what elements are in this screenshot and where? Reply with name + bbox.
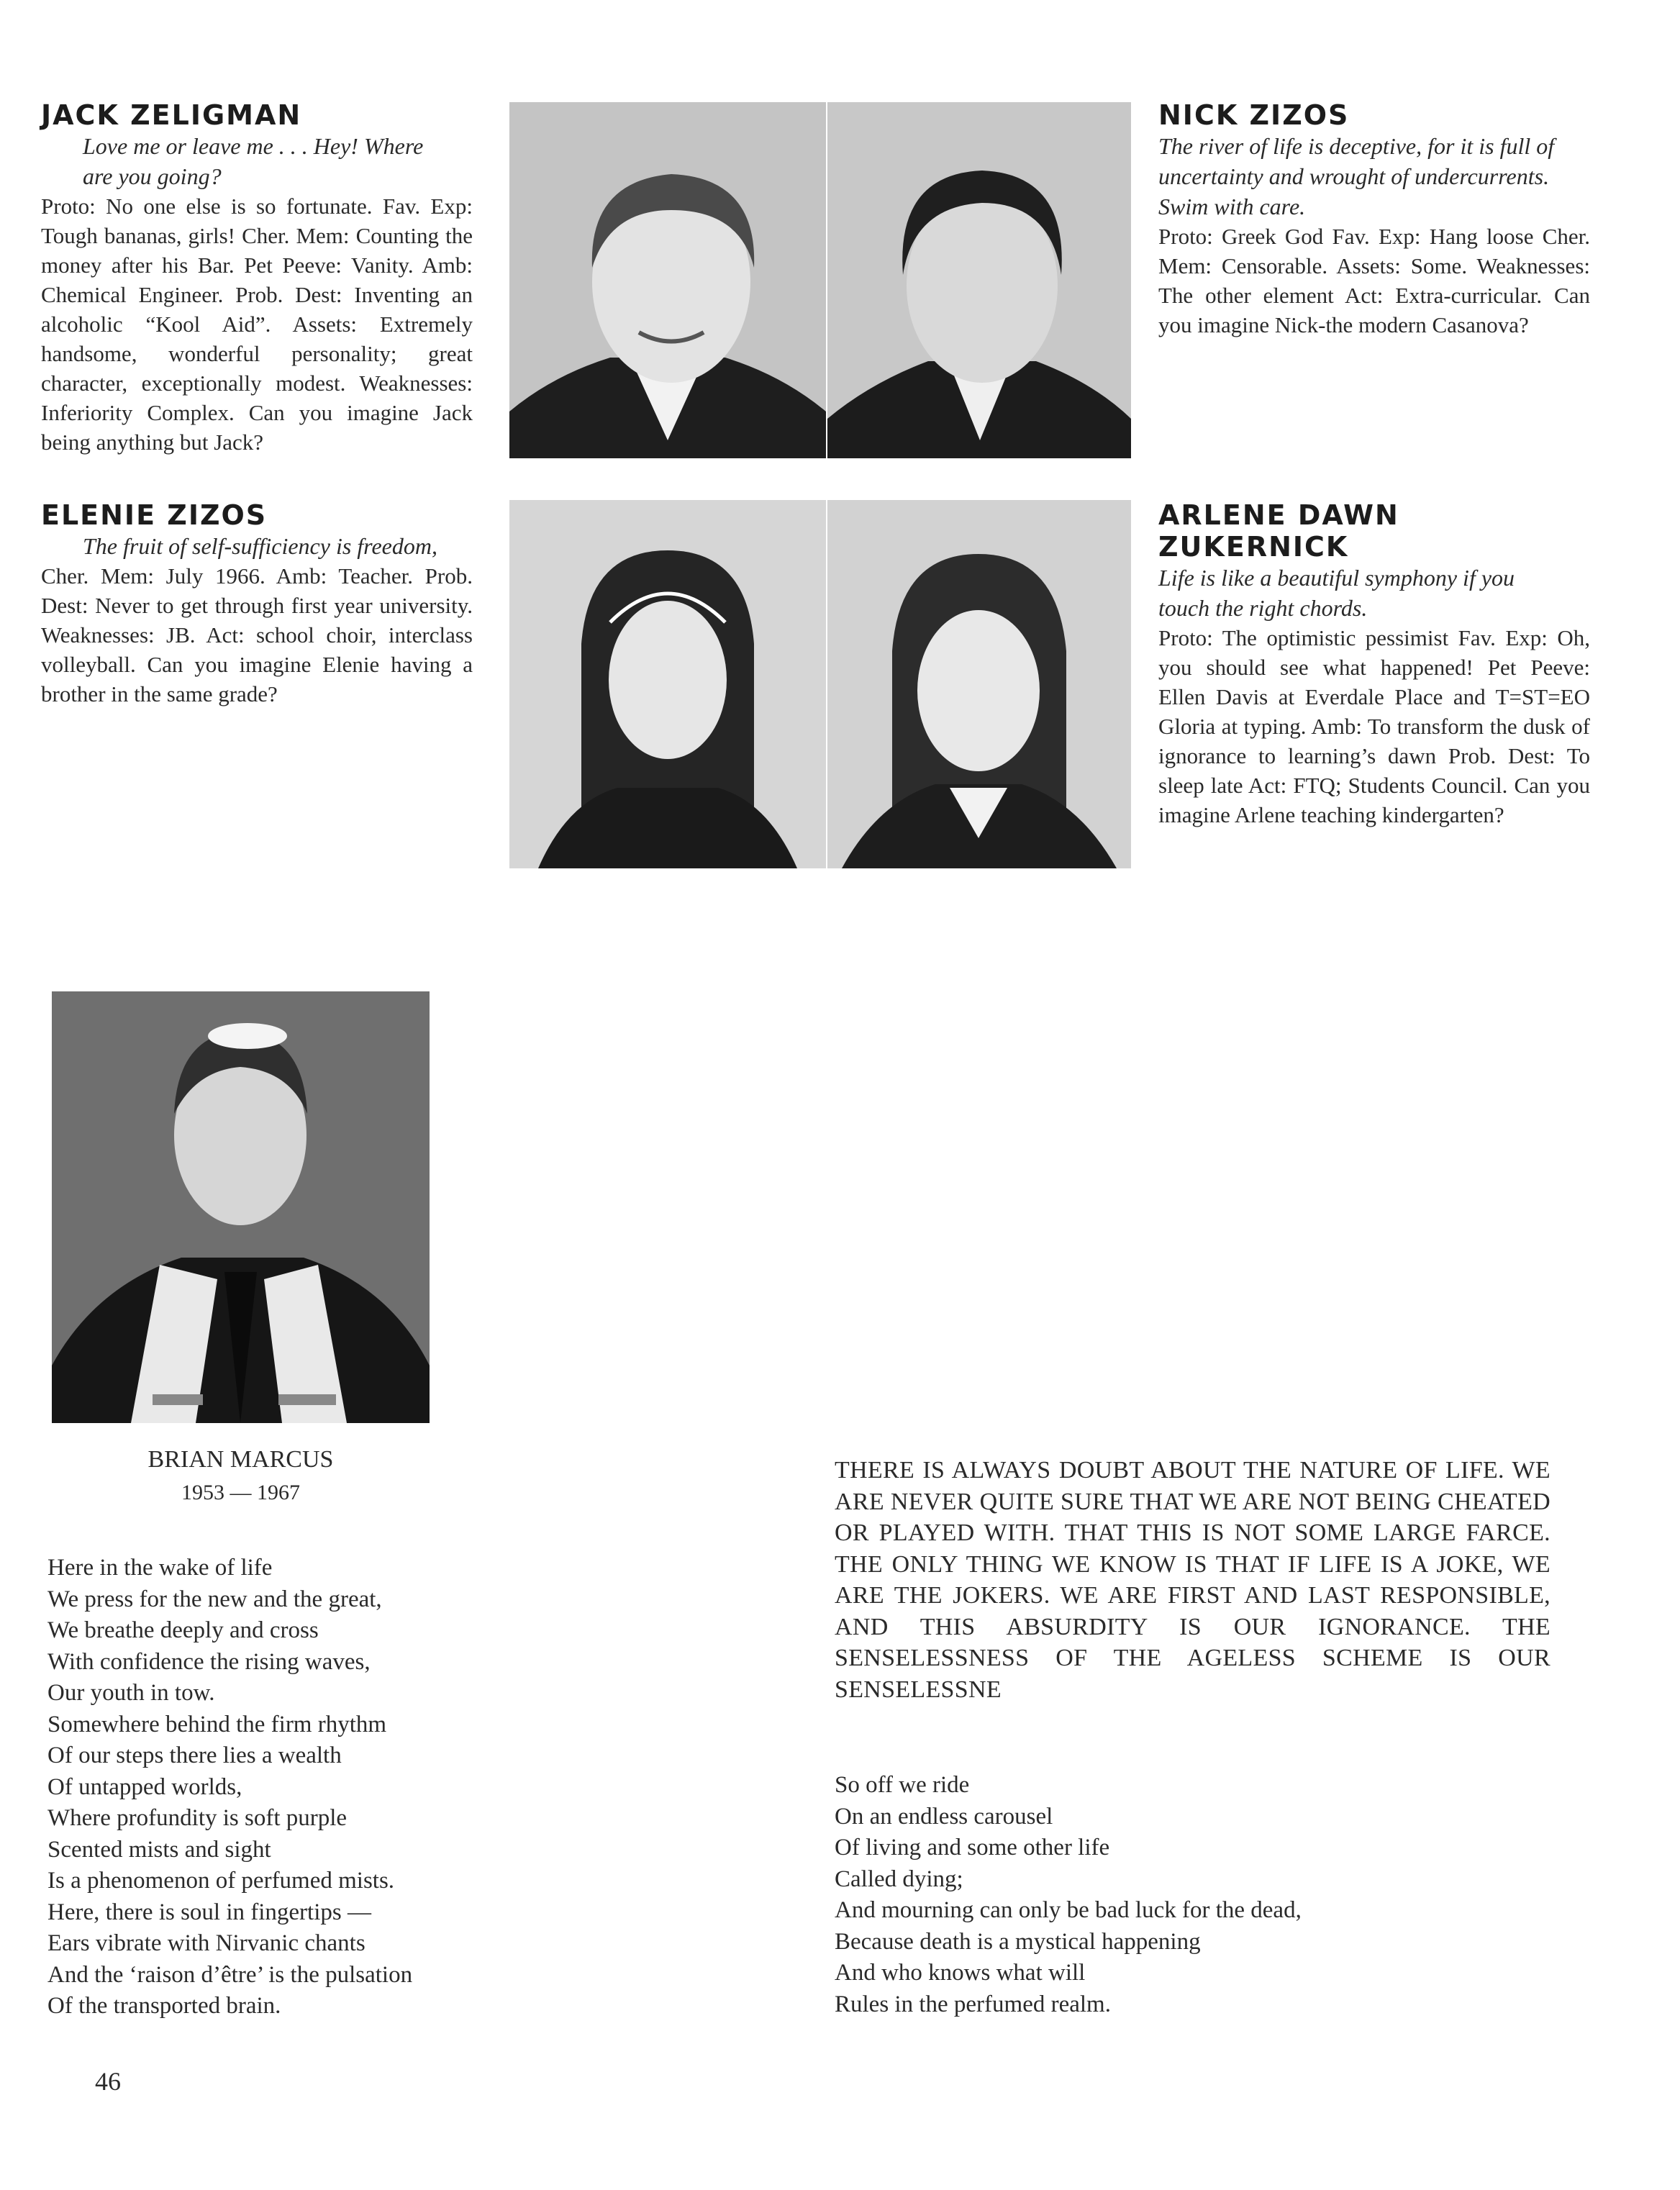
student-name: NICK ZIZOS bbox=[1158, 99, 1350, 131]
student-name: JACK ZELIGMAN bbox=[41, 99, 302, 131]
student-motto: Love me or leave me . . . Hey! Where are you going? bbox=[83, 133, 424, 189]
portrait-photo-jack bbox=[509, 102, 826, 458]
portrait-photo-elenie bbox=[509, 500, 826, 868]
memorial-poem-left: Here in the wake of life We press for the new and the great, We breathe deeply and cross With confidence the rising waves, Our youth in tow. Somewhere behind the firm rhythm Of our steps there lies a wealth Of untapped worlds, Where profundity is soft purple Scented mists and sight Is a phenomenon of perfumed mists. Here, there is soul in fingertips — Ears vibrate with Nirvanic chants And the ‘raison d’être’ is the pulsation Of the transported brain. bbox=[47, 1555, 413, 2019]
portrait-photo-arlene bbox=[827, 500, 1131, 868]
portrait-photo-nick bbox=[827, 102, 1131, 458]
student-entry-nick-zizos bbox=[1158, 99, 1590, 340]
student-bio: Proto: Greek God Fav. Exp: Hang loose Cher. Mem: Censorable. Assets: Some. Weaknesses: The other element Act: Extra-curricular. Can you imagine Nick-the modern Casanova? bbox=[1158, 224, 1590, 337]
memorial-portrait-photo bbox=[52, 991, 430, 1423]
student-name: ELENIE ZIZOS bbox=[41, 499, 268, 531]
student-entry-arlene-zukernick bbox=[1158, 499, 1590, 830]
student-motto: The river of life is deceptive, for it is full of uncertainty and wrought of undercurrents. Swim with care. bbox=[1158, 133, 1555, 219]
student-motto: The fruit of self-sufficiency is freedom, bbox=[83, 533, 437, 559]
memorial-poem-right: So off we ride On an endless carousel Of living and some other life Called dying; And mourning can only be bad luck for the dead, Because death is a mystical happening And who knows what will Rules in the perfumed realm. bbox=[835, 1772, 1302, 2017]
student-entry-jack-zeligman bbox=[41, 99, 473, 457]
student-name: ARLENE DAWN ZUKERNICK bbox=[1158, 499, 1399, 563]
student-bio: Proto: No one else is so fortunate. Fav. Exp: Tough bananas, girls! Cher. Mem: Counting the money after his Bar. Pet Peeve: Vanity. Amb: Chemical Engineer. Prob. Dest: Inventing an alcoholic “Kool Aid”. Assets: Extremely handsome, wonderful personality; great character, exceptionally modest. Weaknesses: Inferiority Complex. Can you imagine Jack being anything but Jack? bbox=[41, 194, 473, 455]
student-entry-elenie-zizos bbox=[41, 499, 473, 709]
page-number: 46 bbox=[95, 2067, 121, 2096]
memorial-prose: THERE IS ALWAYS DOUBT ABOUT THE NATURE OF LIFE. WE ARE NEVER QUITE SURE THAT WE ARE NOT BEING CHEATED OR PLAYED WITH. THAT THIS IS NOT SOME LARGE FARCE. THE ONLY THING WE KNOW IS THAT IF LIFE IS A JOKE, WE ARE THE JOKERS. WE ARE FIRST AND LAST RESPONSIBLE, AND THIS ABSURDITY IS OUR IGNORANCE. THE SENSELESSNESS OF THE AGELESS SCHEME IS OUR SENSELESSNE bbox=[835, 1457, 1550, 1703]
memorial-years: 1953 — 1967 bbox=[181, 1481, 300, 1504]
student-bio: Cher. Mem: July 1966. Amb: Teacher. Prob. Dest: Never to get through first year university. Weaknesses: JB. Act: school choir, interclass volleyball. Can you imagine Elenie having a brother in the same grade? bbox=[41, 563, 473, 706]
student-bio: Proto: The optimistic pessimist Fav. Exp: Oh, you should see what happened! Pet Peeve: Ellen Davis at Everdale Place and T=ST=EO Gloria at typing. Amb: To transform the dusk of ignorance to learning’s dawn Prob. Dest: To sleep late Act: FTQ; Students Council. Can you imagine Arlene teaching kindergarten? bbox=[1158, 625, 1590, 827]
memorial-name: BRIAN MARCUS bbox=[147, 1446, 334, 1473]
student-motto: Life is like a beautiful symphony if you touch the right chords. bbox=[1158, 565, 1515, 621]
